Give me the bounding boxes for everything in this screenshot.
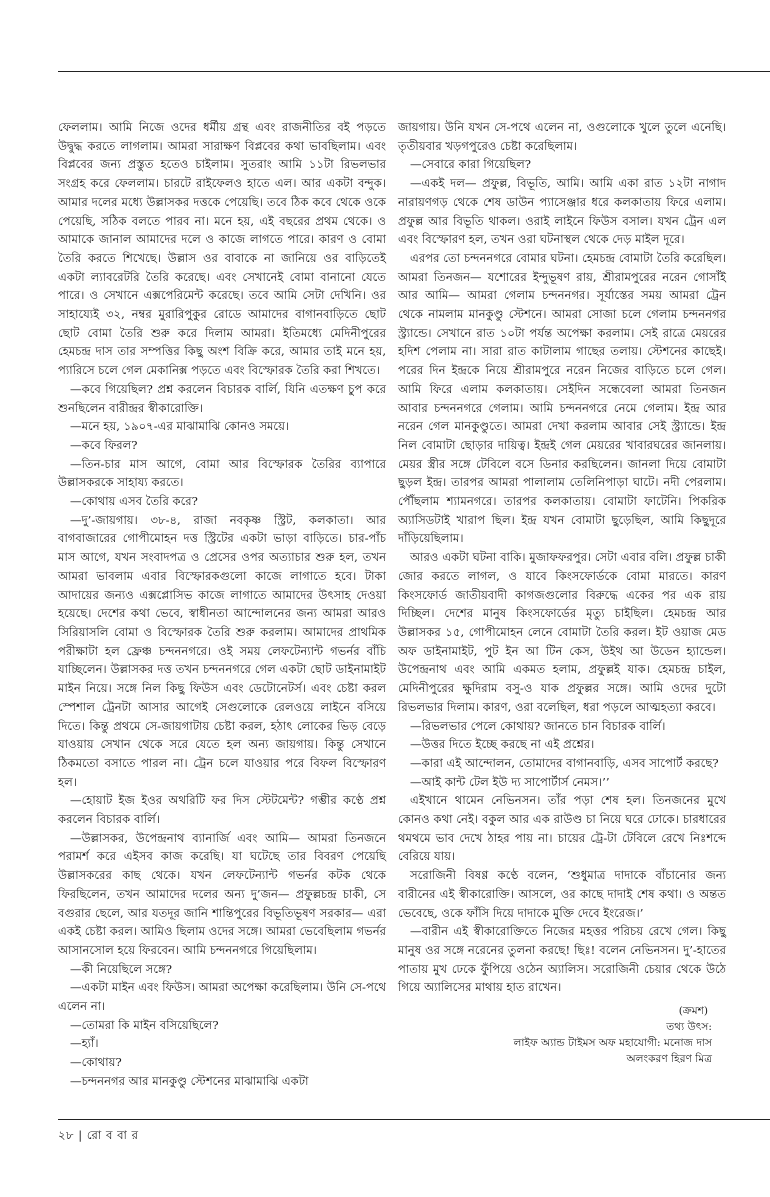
header-rule [58, 71, 770, 72]
source-label: তথ্য উৎস: [666, 1021, 712, 1034]
paragraph: —কী নিয়েছিলে সঙ্গে? [70, 961, 172, 976]
paragraph: —কোথায়? [70, 1055, 122, 1070]
paragraph: —উল্লাসকর, উপেন্দ্রনাথ ব্যানার্জি এবং আমি— আমরা তিনজনে পরামর্শ করে এইসব কাজ করেছি। যা ঘটেছে তার বিবরণ পেয়েছি উল্লাসকরের কাছ থেকে। যখন লেফটেন্যান্ট গভর্নর কটক থেকে ফিরছিলেন, তখন আমাদের দলের অন্য দু’জন— প্রফুল্লচন্দ্র চাকী, সে বগুরার ছেলে, আর যতদূর জানি শান্তিপুরের বিভূতিভূষণ সরকার— এরা একই চেষ্টা করল। আমিও ছিলাম ওদের সঙ্গে। আমরা ভেবেছিলাম গভর্নর আসানসোল হয়ে ফিরবেন। আমি চন্দননগরে গিয়েছিলাম। [58, 830, 386, 957]
footer-rule [58, 1119, 770, 1120]
paragraph: ফেললাম। আমি নিজে ওদের ধর্মীয় গ্রন্থ এবং রাজনীতির বই পড়তে উদ্বুদ্ধ করতে লাগলাম। আমরা সারাক্ষণ বিপ্লবের কথা ভাবছিলাম। এবং বিপ্লবের জন্য প্রস্তুত হতেও চাইলাম। সুতরাং আমি ১১টা রিভলভার সংগ্রহ করে ফেললাম। চারটে রাইফেলও হাতে এল। আর একটা বন্দুক। আমার দলের মধ্যে উল্লাসকর দত্তকে পেয়েছি। তবে ঠিক কবে থেকে ওকে পেয়েছি, সঠিক বলতে পারব না। মনে হয়, এই বছরের প্রথম থেকে। ও আমাকে জানাল আমাদের দলে ও কাজে লাগতে পারে। কারণ ও বোমা তৈরি করতে শিখেছে। উল্লাস ওর বাবাকে না জানিয়ে ওর বাড়িতেই একটা ল্যাবরেটরি তৈরি করেছে। এবং সেখানেই বোমা বানানো যেতে পারে। ও সেখানে এক্সপেরিমেন্ট করেছে। তবে আমি সেটা দেখিনি। ওর সাহায্যেই ৩২, নম্বর মুরারিপুকুর রোডে আমাদের বাগানবাড়িতে ছোট ছোট বোমা তৈরি শুরু করে দিলাম আমরা। ইতিমধ্যে মেদিনীপুরের হেমচন্দ্র দাস তার সম্পত্তির কিছু অংশ বিক্রি করে, আমার তাই মনে হয়, প্যারিসে চলে গেল মেকানিক্স পড়তে এবং বিস্ফোরক তৈরি করা শিখতে। [58, 120, 386, 378]
paragraph: —কবে ফিরল? [70, 437, 138, 452]
paragraph: —চন্দননগর আর মানকুণ্ডু স্টেশনের মাঝামাঝি একটা [70, 1073, 309, 1088]
paragraph: —সেবারে কারা গিয়েছিল? [410, 157, 531, 172]
paragraph: —আই কান্ট টেল ইউ দ্য সাপোর্টার্স নেমস।’’ [410, 774, 610, 789]
paragraph: —একই দল— প্রফুল্ল, বিভূতি, আমি। আমি একা রাত ১২টা নাগাদ নারায়ণগড় থেকে শেষ ডাউন প্যাসেঞ্জার ধরে কলকাতায় ফিরে এলাম। প্রফুল্ল আর বিভূতি থাকল। ওরাই লাইনে ফিউস বসাল। যখন ট্রেন এল এবং বিস্ফোরণ হল, তখন ওরা ঘটনাস্থল থেকে দেড় মাইল দূরে। [398, 176, 726, 247]
paragraph: —মনে হয়, ১৯০৭-এর মাঝামাঝি কোনও সময়ে। [70, 419, 290, 434]
continued-note: (ক্রমশ) [678, 1005, 708, 1018]
source-text: লাইফ অ্যান্ড টাইমস অফ মহাযোগী: মনোজ দাস [513, 1037, 712, 1050]
right-column [398, 118, 726, 1067]
paragraph: —বারীন এই স্বীকারোক্তিতে নিজের মহত্তর পরিচয় রেখে গেল। কিছু মানুষ ওর সঙ্গে নরেনের তুলনা করছে! ছিঃ! বলেন নেভিনসন। দু’-হাতের পাতায় মুখ ঢেকে ফুঁপিয়ে ওঠেন অ্যালিস। সরোজিনী চেয়ার থেকে উঠে গিয়ে অ্যালিসের মাথায় হাত রাখেন। [398, 924, 726, 995]
paragraph: —রিভলভার পেলে কোথায়? জানতে চান বিচারক বার্লি। [410, 718, 666, 733]
paragraph: —হ্যাঁ। [70, 1036, 99, 1051]
paragraph: —কোথায় এসব তৈরি করে? [70, 494, 198, 509]
paragraph: আরও একটা ঘটনা বাকি। মুজাফফরপুর। সেটা এবার বলি। প্রফুল্ল চাকী জোর করতে লাগল, ও যাবে কিংসফোর্ডকে বোমা মারতে। কারণ কিংসফোর্ড জাতীয়বাদী কাগজগুলোর বিরুদ্ধে একের পর এক রায় দিচ্ছিল। দেশের মানুষ কিংসফোর্ডের মৃত্যু চাইছিল। হেমচন্দ্র আর উল্লাসকর ১৫, গোপীমোহন লেনে বোমাটা তৈরি করল। ইট ওয়াজ মেড অফ ডাইনামাইট, পুট ইন আ টিন কেস, উইথ আ উডেন হ্যান্ডেল। উপেন্দ্রনাথ এবং আমি একমত হলাম, প্রফুল্লই যাক। হেমচন্দ্র চাইল, মেদিনীপুরের ক্ষুদিরাম বসু-ও যাক প্রফুল্লর সঙ্গে। আমি ওদের দুটো রিভলভার দিলাম। কারণ, ওরা বলেছিল, ধরা পড়লে আত্মহত্যা করবে। [398, 550, 726, 714]
paragraph: সরোজিনী বিষণ্ণ কণ্ঠে বলেন, ‘শুধুমাত্র দাদাকে বাঁচানোর জন্য বারীনের এই স্বীকারোক্তি। আসলে, ওর কাছে দাদাই শেষ কথা। ও অন্তত ভেবেছে, ওকে ফাঁসি দিয়ে দাদাকে মুক্তি দেবে ইংরেজ।’ [398, 868, 726, 920]
paragraph: —তিন-চার মাস আগে, বোমা আর বিস্ফোরক তৈরির ব্যাপারে উল্লাসকরকে সাহায্য করতে। [58, 456, 386, 490]
paragraph: —হোয়াট ইজ ইওর অথরিটি ফর দিস স্টেটমেন্ট? গম্ভীর কণ্ঠে প্রশ্ন করলেন বিচারক বার্লি। [58, 793, 386, 827]
paragraph: —একটা মাইন এবং ফিউস। আমরা অপেক্ষা করেছিলাম। উনি সে-পথে এলেন না। [58, 980, 387, 1014]
paragraph: জায়গায়। উনি যখন সে-পথে এলেন না, ওগুলোকে খুলে তুলে এনেছি। তৃতীয়বার খড়গপুরেও চেষ্টা করেছিলাম। [398, 120, 726, 153]
paragraph: —তোমরা কি মাইন বসিয়েছিলে? [70, 1017, 219, 1032]
paragraph: —দু’-জায়গায়। ৩৮-৪, রাজা নবকৃষ্ণ স্ট্রিট, কলকাতা। আর বাগবাজারের গোপীমোহন দত্ত স্ট্রিটের একটা ভাড়া বাড়িতে। চার-পাঁচ মাস আগে, যখন সংবাদপত্র ও প্রেসের ওপর অত্যাচার শুরু হল, তখন আমরা ভাবলাম এবার বিস্ফোরকগুলো কাজে লাগাতে হবে। টাকা আদায়ের জন্যও এক্সপ্লোসিভ কাজে লাগাতে আমাদের উৎসাহ দেওয়া হয়েছে। দেশের কথা ভেবে, স্বাধীনতা আন্দোলনের জন্য আমরা আরও সিরিয়াসলি বোমা ও বিস্ফোরক তৈরি শুরু করলাম। আমাদের প্রাথমিক পরীক্ষাটা হল ফ্রেঞ্চ চন্দননগরে। ওই সময় লেফটেন্যান্ট গভর্নর বাঁচি যাচ্ছিলেন। উল্লাসকর দত্ত তখন চন্দননগরে গেল একটা ছোট ডাইনামাইট মাইন নিয়ে। সঙ্গে নিল কিছু ফিউস এবং ডেটোনেটর্স। এবং চেষ্টা করল স্পেশাল ট্রেনটা আসার আগেই সেগুলোকে রেলওয়ে লাইনে বসিয়ে দিতে। কিন্তু প্রথমে সে-জায়গাটায় চেষ্টা করল, হঠাৎ লোকের ভিড় বেড়ে যাওয়ায় সেখান থেকে সরে যেতে হল অন্য জায়গায়। কিন্তু সেখানে ঠিকমতো বসাতে পারল না। ট্রেন চলে যাওয়ার পরে বিফল বিস্ফোরণ হল। [58, 512, 386, 789]
page-folio: ২৮ | রো ব বা র [58, 1128, 139, 1142]
paragraph: —উত্তর দিতে ইচ্ছে করছে না এই প্রশ্নের। [410, 737, 595, 752]
article-credits [398, 1003, 726, 1067]
paragraph: —কারা এই আন্দোলন, তোমাদের বাগানবাড়ি, এসব সাপোর্ট করছে? [410, 755, 719, 770]
paragraph: এরপর তো চন্দননগরে বোমার ঘটনা। হেমচন্দ্র বোমাটা তৈরি করেছিল। আমরা তিনজন— যশোরের ইন্দুভূষণ রায়, শ্রীরামপুরের নরেন গোসাঁই আর আমি— আমরা গেলাম চন্দননগর। সূর্যাস্তের সময় আমরা ট্রেন থেকে নামলাম মানকুণ্ডু স্টেশনে। আমরা সোজা চলে গেলাম চন্দননগর স্ট্র্যান্ডে। সেখানে রাত ১০টা পর্যন্ত অপেক্ষা করলাম। সেই রাত্রে মেয়রের হদিশ পেলাম না। সারা রাত কাটালাম গাছের তলায়। স্টেশনের কাছেই। পরের দিন ইন্দ্রকে নিয়ে শ্রীরামপুরে নরেন নিজের বাড়িতে চলে গেল। আমি ফিরে এলাম কলকাতায়। সেইদিন সন্ধেবেলা আমরা তিনজন আবার চন্দননগরে গেলাম। আমি চন্দননগরে নেমে গেলাম। ইন্দ্র আর নরেন গেল মানকুণ্ডুতে। আমরা দেখা করলাম আবার সেই স্ট্র্যান্ডে। ইন্দ্র নিল বোমাটা ছোড়ার দায়িত্ব। ইন্দ্রই গেল মেয়রের খাবারঘরের জানলায়। মেয়র স্ত্রীর সঙ্গে টেবিলে বসে ডিনার করছিলেন। জানলা দিয়ে বোমাটা ছুড়ল ইন্দ্র। তারপর আমরা পালালাম তেলিনিপাড়া ঘাটে। নদী পেরলাম। পৌঁছলাম শ্যামনগরে। তারপর কলকাতায়। বোমাটা ফাটেনি। পিকরিক অ্যাসিডটাই খারাপ ছিল। ইন্দ্র যখন বোমাটা ছুড়েছিল, আমি কিছুদূরে দাঁড়িয়েছিলাম। [398, 250, 726, 546]
illustration-credit: অলংকরণ হিরণ মিত্র [626, 1053, 712, 1066]
paragraph: —কবে গিয়েছিল? প্রশ্ন করলেন বিচারক বার্লি, যিনি এতক্ষণ চুপ করে শুনছিলেন বারীন্দ্রর স্বীকারোক্তি। [58, 381, 386, 415]
paragraph: এইখানে থামেন নেভিনসন। তাঁর পড়া শেষ হল। তিনজনের মুখে কোনও কথা নেই। বকুল আর এক রাউণ্ড চা নিয়ে ঘরে ঢোকে। চারধারের থমথমে ভাব দেখে ঠাহর পায় না। চায়ের ট্রে-টা টেবিলে রেখে নিঃশব্দে বেরিয়ে যায়। [398, 793, 726, 864]
left-column [58, 118, 386, 1091]
